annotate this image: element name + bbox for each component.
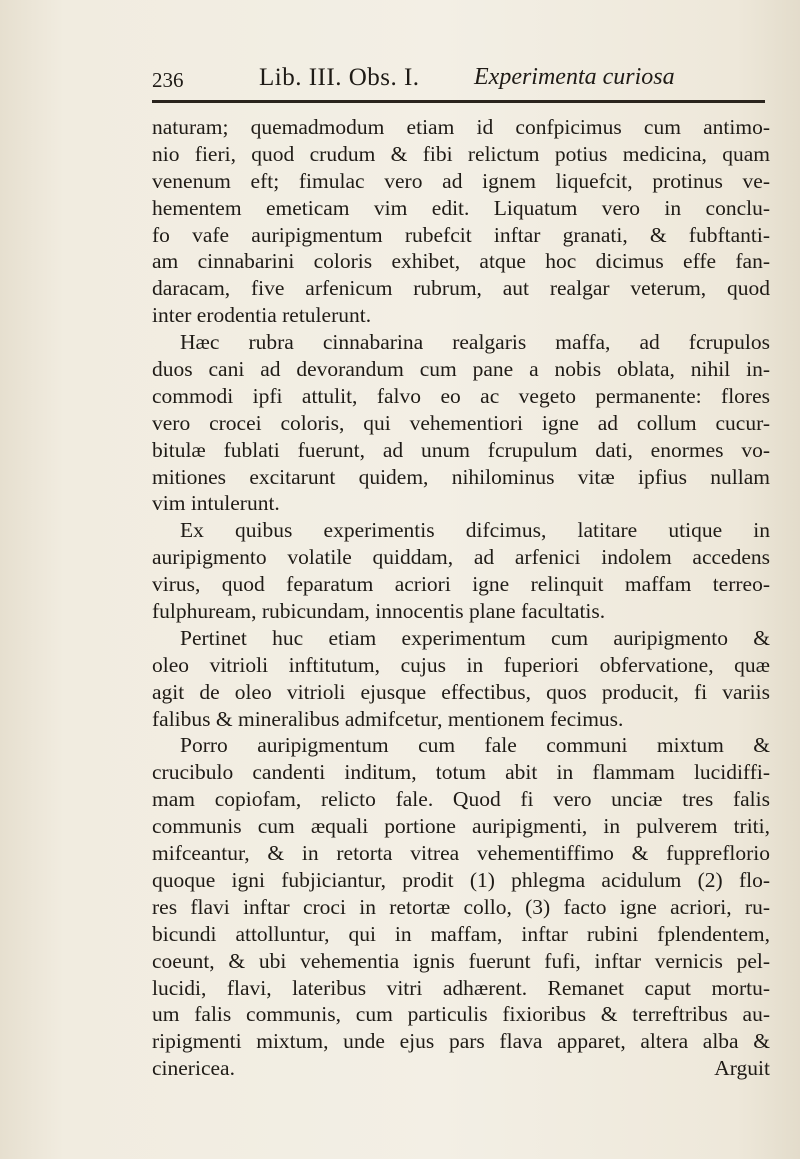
- text-line: crucibulo candenti inditum, totum abit in flammam lucidiffi-: [152, 760, 770, 785]
- text-line: Porro auripigmentum cum fale communi mixtum &: [180, 733, 770, 758]
- text-line: am cinnabarini coloris exhibet, atque hoc dicimus effe fan-: [152, 249, 770, 274]
- text-line: fulphuream, rubicundam, innocentis plane facultatis.: [152, 599, 606, 624]
- text-line: lucidi, flavi, lateribus vitri adhærent. Remanet caput mortu-: [152, 975, 770, 1000]
- text-line: vim intulerunt.: [152, 491, 280, 516]
- text-line: vero crocei coloris, qui vehementiori igne ad collum cucur-: [152, 410, 770, 435]
- text-line: res flavi inftar croci in retortæ collo, (3) facto igne acriori, ru-: [152, 894, 770, 919]
- running-title: Experimenta curiosa: [474, 64, 675, 90]
- text-line: virus, quod feparatum acriori igne relinquit maffam terreo-: [152, 572, 770, 597]
- text-line: mam copiofam, relicto fale. Quod fi vero unciæ tres falis: [152, 787, 770, 812]
- text-line: bicundi attolluntur, qui in maffam, inftar rubini fplendentem,: [152, 921, 770, 946]
- text-line: naturam; quemadmodum etiam id confpicimus cum antimo-: [152, 115, 770, 139]
- text-line: auripigmento volatile quiddam, ad arfenici indolem accedens: [152, 545, 770, 570]
- text-line: Pertinet huc etiam experimentum cum auripigmento &: [180, 625, 770, 650]
- text-line: cinericea.: [152, 1056, 235, 1081]
- text-line: agit de oleo vitrioli ejusque effectibus, quos producit, fi variis: [152, 679, 770, 704]
- text-line: Hæc rubra cinnabarina realgaris maffa, ad fcrupulos: [180, 330, 770, 355]
- text-line: bitulæ fublati fuerunt, ad unum fcrupulum dati, enormes vo-: [152, 437, 770, 462]
- page-number: 236: [152, 68, 184, 92]
- text-line: fo vafe auripigmentum rubefcit inftar granati, & fubftanti-: [152, 222, 770, 247]
- text-line: quoque igni fubjiciantur, prodit (1) phlegma acidulum (2) flo-: [152, 867, 770, 892]
- text-line: communis cum æquali portione auripigmenti, in pulverem triti,: [152, 814, 770, 839]
- text-line: duos cani ad devorandum cum pane a nobis oblata, nihil in-: [152, 357, 770, 382]
- running-header: [152, 64, 772, 98]
- text-line: Ex quibus experimentis difcimus, latitare utique in: [180, 518, 770, 543]
- text-line: um falis communis, cum particulis fixioribus & terreftribus au-: [152, 1002, 770, 1027]
- text-line: mitiones excitarunt quidem, nihilominus vitæ ipfius nullam: [152, 464, 770, 489]
- text-line: commodi ipfi attulit, falvo eo ac vegeto permanente: flores: [152, 383, 770, 408]
- header-rule: [152, 100, 765, 103]
- text-line: inter erodentia retulerunt.: [152, 303, 372, 328]
- text-line: venenum eft; fimulac vero ad ignem liquefcit, protinus ve-: [152, 168, 770, 193]
- text-line: oleo vitrioli inftitutum, cujus in fuperiori obfervatione, quæ: [152, 652, 770, 677]
- text-line: hementem emeticam vim edit. Liquatum vero in conclu-: [152, 195, 770, 220]
- body-text: [152, 114, 770, 1082]
- text-line: falibus & mineralibus admifcetur, mentionem fecimus.: [152, 706, 624, 731]
- text-line: mifceantur, & in retorta vitrea vehementiffimo & fuppreflorio: [152, 841, 770, 866]
- text-line: daracam, five arfenicum rubrum, aut realgar veterum, quod: [152, 276, 770, 301]
- text-line: coeunt, & ubi vehementia ignis fuerunt fufi, inftar vernicis pel-: [152, 948, 770, 973]
- book-observation-label: Lib. III. Obs. I.: [259, 64, 420, 91]
- text-line: nio fieri, quod crudum & fibi relictum potius medicina, quam: [152, 141, 770, 166]
- catchword: Arguit: [714, 1056, 770, 1081]
- text-line: ripigmenti mixtum, unde ejus pars flava apparet, altera alba &: [152, 1029, 770, 1054]
